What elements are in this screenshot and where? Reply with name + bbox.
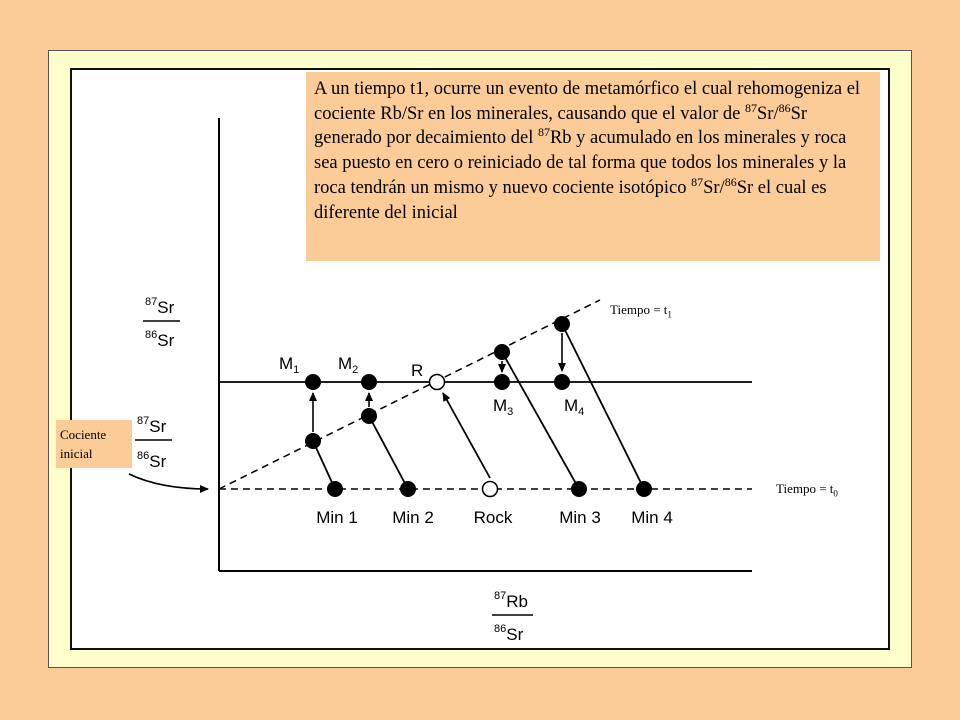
y-axis-label-numerator: $^{87}$Sr: [145, 296, 175, 317]
evolution-line-min3: [502, 352, 579, 489]
label-min1: Min 1: [316, 508, 358, 527]
y-axis-label-denominator: $^{86}$Sr: [145, 329, 175, 350]
initial-ratio-numerator: $^{87}$Sr: [137, 415, 167, 436]
point-min3-evolved: [494, 344, 510, 360]
time-t1-label: Tiempo = $t_1$: [610, 302, 672, 320]
initial-ratio-label: Cociente inicial: [56, 420, 132, 468]
point-min4-t0: [636, 481, 652, 497]
label-m1: $M_1$: [279, 354, 300, 376]
label-min2: Min 2: [392, 508, 434, 527]
label-rock: Rock: [473, 508, 513, 527]
label-m3: $M_3$: [493, 396, 514, 418]
point-m1-t1: [305, 374, 321, 390]
point-r-t1: [430, 375, 445, 390]
label-min4: Min 4: [631, 508, 673, 527]
initial-ratio-arrow: [129, 474, 208, 489]
point-m3-t1: [494, 374, 510, 390]
x-axis-label-denominator: $^{86}$Sr: [494, 623, 524, 644]
label-m2: $M_2$: [338, 354, 359, 376]
x-axis-label-numerator: $^{87}$Rb: [494, 590, 528, 611]
evolution-line-min2: [369, 416, 408, 489]
point-min1-evolved: [305, 433, 321, 449]
point-min2-t0: [400, 481, 416, 497]
point-m2-t1: [361, 374, 377, 390]
label-r: R: [411, 361, 424, 380]
point-min3-t0: [571, 481, 587, 497]
explanation-callout: A un tiempo t1, ocurre un evento de metamórfico el cual rehomogeniza el cociente Rb/Sr en los minerales, causando que el valor de $^{87}$Sr/$^{86}$Sr generado por decaimiento del $^{87}$Rb y acumulado en los minerales y roca sea puesto en cero o reiniciado de tal forma que todos los minerales y la roca tendrán un mismo y nuevo cociente isotópico $^{87}$Sr/$^{86}$Sr el cual es diferente del inicial: [306, 72, 880, 261]
initial-ratio-denominator: $^{86}$Sr: [137, 450, 167, 471]
point-rock-t0: [483, 482, 498, 497]
whole-rock-isochron-line: [219, 300, 600, 489]
label-min3: Min 3: [559, 508, 601, 527]
evolution-arrow-rock: [443, 393, 490, 478]
label-m4: $M_4$: [564, 396, 585, 418]
point-min2-evolved: [361, 408, 377, 424]
point-m4-t1: [554, 374, 570, 390]
point-min4-evolved: [554, 316, 570, 332]
point-min1-t0: [327, 481, 343, 497]
time-t0-label: Tiempo = $t_0$: [776, 481, 838, 499]
